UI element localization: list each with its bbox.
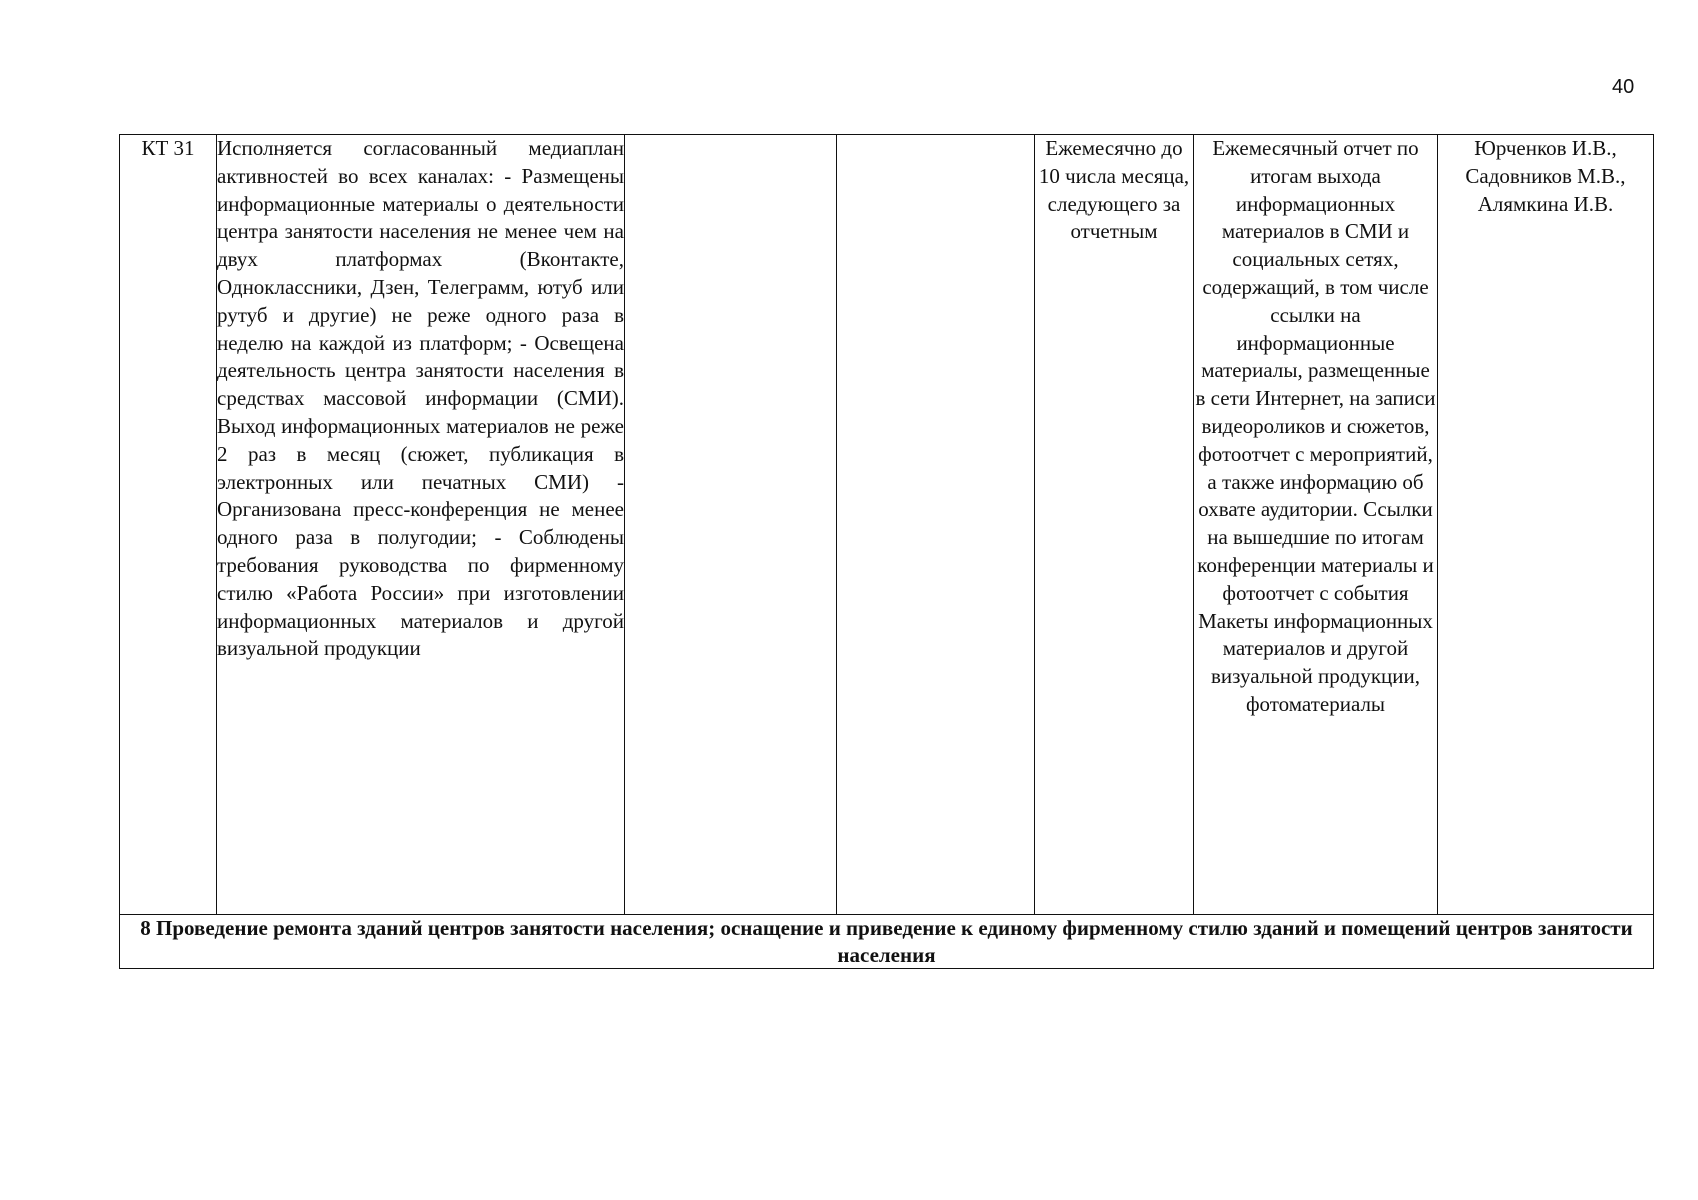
page-number: 40 bbox=[1612, 76, 1635, 98]
row-empty-cell bbox=[837, 135, 1035, 915]
section-row bbox=[120, 915, 1654, 969]
description-paragraph: - Освещена деятельность центра занятости населения в средствах массовой информации (СМИ). Выход информационных материалов не реже 2 раз в месяц (сюжет, публикация в электронных или печатных СМИ) - Организована пресс-конференция не менее одного раза в полугодии; bbox=[217, 330, 624, 550]
description-paragraph: - Соблюдены требования руководства по фирменному стилю «Работа России» при изготовлении информационных материалов и другой визуальной продукции bbox=[217, 525, 624, 661]
description-paragraph: - Размещены информационные материалы о деятельности центра занятости населения не менее чем на двух платформах (Вконтакте, Одноклассники, Дзен, Телеграмм, ютуб или рутуб и другие) не реже одного раза в неделю на каждой из платформ; bbox=[217, 163, 624, 355]
description-paragraph: Исполняется согласованный медиаплан активностей во всех каналах: bbox=[217, 136, 624, 188]
row-code: КТ 31 bbox=[120, 135, 217, 915]
row-description bbox=[217, 135, 625, 915]
row-empty-cell bbox=[625, 135, 837, 915]
section-heading: 8 Проведение ремонта зданий центров занятости населения; оснащение и приведение к единому фирменному стилю зданий и помещений центров занятости населения bbox=[120, 915, 1654, 969]
row-report: Ежемесячный отчет по итогам выхода информационных материалов в СМИ и социальных сетях, содержащий, в том числе ссылки на информационные материалы, размещенные в сети Интернет, на записи видеороликов и сюжетов, фотоотчет с мероприятий, а также информацию об охвате аудитории. Ссылки на вышедшие по итогам конференции материалы и фотоотчет с события Макеты информационных материалов и другой визуальной продукции, фотоматериалы bbox=[1194, 135, 1438, 915]
row-responsible: Юрченков И.В., Садовников М.В., Алямкина И.В. bbox=[1438, 135, 1654, 915]
row-deadline: Ежемесячно до 10 числа месяца, следующего за отчетным bbox=[1035, 135, 1194, 915]
plan-table bbox=[119, 134, 1654, 969]
table-row bbox=[120, 135, 1654, 915]
